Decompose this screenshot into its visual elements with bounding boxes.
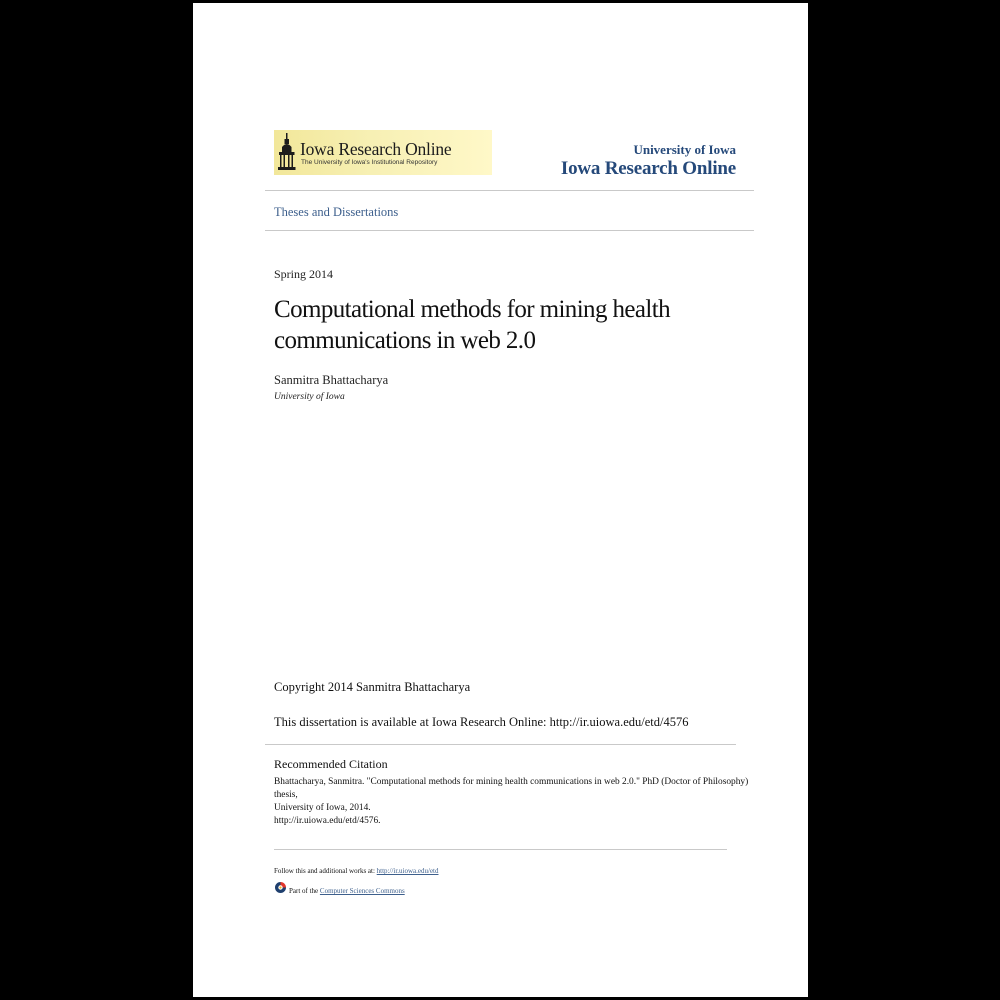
availability-statement: This dissertation is available at Iowa Research Online: http://ir.uiowa.edu/etd/4576	[274, 715, 689, 729]
recommended-citation-label: Recommended Citation	[274, 757, 388, 771]
etd-collection-link[interactable]: http://ir.uiowa.edu/etd	[376, 867, 439, 875]
logo-subtitle: The University of Iowa's Institutional Repository	[301, 159, 438, 166]
logo-title: Iowa Research Online	[300, 139, 452, 159]
header-divider	[265, 190, 754, 191]
part-of-line	[289, 887, 405, 895]
citation-line-2: University of Iowa, 2014.	[274, 803, 371, 813]
theses-dissertations-link[interactable]: Theses and Dissertations	[274, 205, 399, 219]
copyright-statement: Copyright 2014 Sanmitra Bhattacharya	[274, 680, 471, 694]
section-divider	[265, 230, 754, 231]
author-affiliation: University of Iowa	[274, 392, 345, 402]
repository-name[interactable]: Iowa Research Online	[560, 158, 736, 179]
commons-network-icon	[274, 881, 287, 894]
repository-logo-banner[interactable]	[274, 130, 492, 175]
document-title: Computational methods for mining health communications in web 2.0	[274, 296, 670, 354]
citation-text	[274, 776, 754, 828]
citation-line-3: http://ir.uiowa.edu/etd/4576.	[274, 816, 381, 826]
follow-line	[274, 867, 439, 875]
computer-sciences-commons-link[interactable]: Computer Sciences Commons	[319, 887, 405, 895]
university-name[interactable]: University of Iowa	[633, 142, 736, 157]
follow-text: Follow this and additional works at:	[274, 867, 377, 875]
old-capitol-icon	[278, 133, 296, 173]
part-of-text: Part of the	[289, 887, 320, 895]
document-page	[193, 3, 808, 997]
citation-line-1: Bhattacharya, Sanmitra. "Computational methods for mining health communications in web 2.0." PhD (Doctor of Philosophy) thesis,	[274, 777, 749, 800]
publication-date: Spring 2014	[274, 267, 334, 281]
footer-divider	[274, 849, 727, 850]
citation-divider	[265, 744, 736, 745]
author-name: Sanmitra Bhattacharya	[274, 373, 389, 387]
